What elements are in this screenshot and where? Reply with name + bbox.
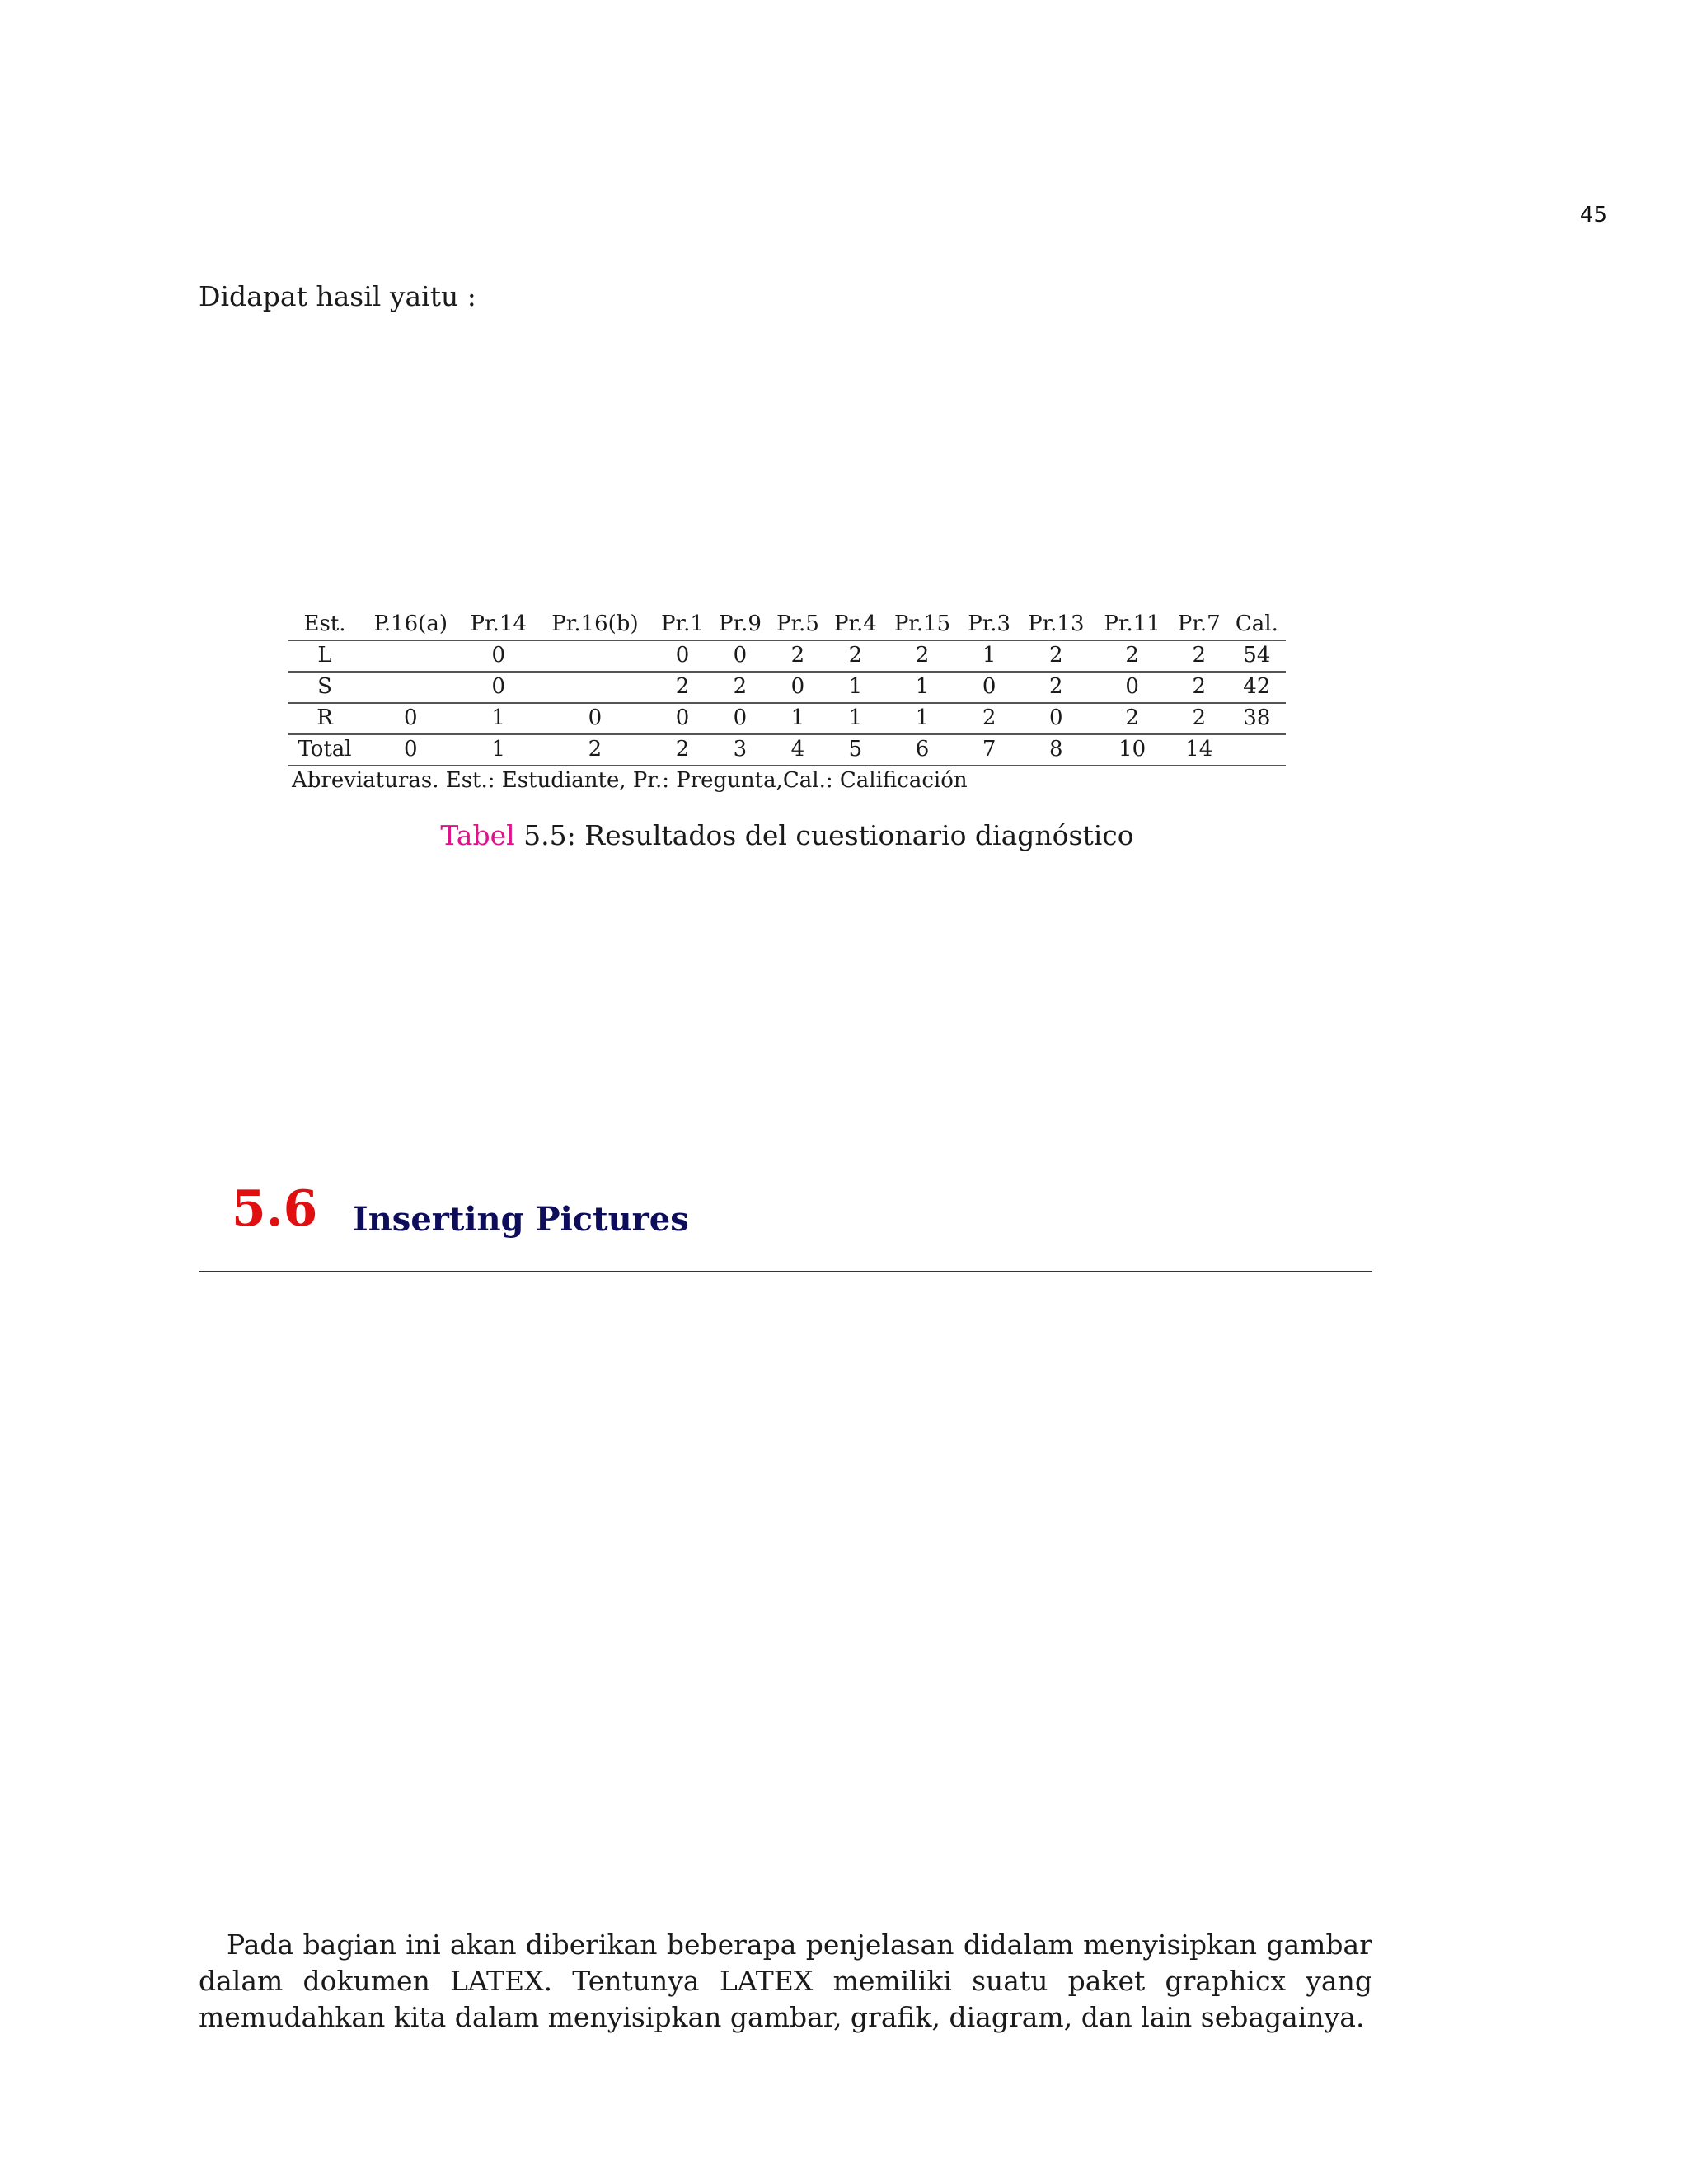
results-table-container xyxy=(288,610,1286,793)
table-cell: 1 xyxy=(915,705,930,730)
table-row xyxy=(288,672,1286,703)
table-cell: 1 xyxy=(848,705,863,730)
table-row xyxy=(288,640,1286,672)
table-cell: 2 xyxy=(790,643,805,668)
table-cell: 2 xyxy=(1125,643,1139,668)
table-cell: 5 xyxy=(848,737,863,762)
table-cell: 38 xyxy=(1243,705,1271,730)
latex-logo: LATEX xyxy=(450,1965,544,1997)
table-cell: 0 xyxy=(790,674,805,699)
table-cell: 2 xyxy=(1192,705,1206,730)
header-cell: Pr.3 xyxy=(968,612,1011,636)
table-cell: 42 xyxy=(1243,674,1271,699)
body-text-part: . Tentunya xyxy=(543,1965,720,1997)
table-cell: Total xyxy=(298,737,352,762)
table-cell: 1 xyxy=(982,643,996,668)
table-cell: 2 xyxy=(1049,643,1063,668)
table-cell: 2 xyxy=(733,674,748,699)
section-heading xyxy=(199,1180,1372,1272)
table-header-row xyxy=(288,610,1286,640)
table-cell: 2 xyxy=(848,643,863,668)
table-caption-text: 5.5: Resultados del cuestionario diagnóstico xyxy=(514,819,1134,851)
table-cell: 0 xyxy=(404,705,418,730)
section-number: 5.6 xyxy=(232,1180,318,1238)
table-cell xyxy=(361,640,461,672)
table-cell: 0 xyxy=(675,705,690,730)
table-cell: 1 xyxy=(915,674,930,699)
table-cell: 3 xyxy=(733,737,748,762)
table-row xyxy=(288,703,1286,734)
header-cell: Pr.15 xyxy=(893,612,951,636)
table-abbreviations-note: Abreviaturas. Est.: Estudiante, Pr.: Pregunta,Cal.: Calificación xyxy=(292,768,968,793)
table-cell: 10 xyxy=(1118,737,1146,762)
table-cell: 0 xyxy=(588,705,603,730)
table-cell: 4 xyxy=(790,737,805,762)
table-cell: 0 xyxy=(733,643,748,668)
body-text-part: memiliki suatu paket graphicx yang memudahkan kita dalam menyisipkan gambar, grafik, diagram, dan lain sebagainya. xyxy=(199,1965,1372,2033)
page-number: 45 xyxy=(1579,203,1607,227)
table-cell: 8 xyxy=(1049,737,1063,762)
table-cell: 1 xyxy=(848,674,863,699)
table-cell: 7 xyxy=(982,737,996,762)
table-cell: 2 xyxy=(1192,643,1206,668)
header-cell: Pr.1 xyxy=(661,612,704,636)
table-cell: 0 xyxy=(1125,674,1139,699)
table-cell: 2 xyxy=(1192,674,1206,699)
header-cell: Pr.16(b) xyxy=(551,612,639,636)
table-cell xyxy=(537,672,654,703)
table-cell: 1 xyxy=(790,705,805,730)
table-cell: R xyxy=(316,705,333,730)
latex-logo: LATEX xyxy=(719,1965,814,1997)
table-cell: 14 xyxy=(1185,737,1213,762)
header-cell: Pr.9 xyxy=(719,612,762,636)
table-cell xyxy=(1228,734,1286,766)
table-cell: 0 xyxy=(491,643,505,668)
header-cell: Pr.5 xyxy=(776,612,819,636)
body-paragraph xyxy=(199,1927,1372,2036)
table-cell: 2 xyxy=(675,674,690,699)
table-cell: 0 xyxy=(733,705,748,730)
table-cell: 2 xyxy=(675,737,690,762)
header-cell: Pr.13 xyxy=(1028,612,1085,636)
results-table xyxy=(288,610,1286,766)
table-cell: 2 xyxy=(1049,674,1063,699)
header-cell: Pr.14 xyxy=(470,612,527,636)
table-cell: 0 xyxy=(982,674,996,699)
table-cell: 1 xyxy=(491,737,505,762)
intro-text: Didapat hasil yaitu : xyxy=(199,280,476,312)
header-cell: P.16(a) xyxy=(373,612,448,636)
table-cell: 6 xyxy=(915,737,930,762)
table-cell: 2 xyxy=(915,643,930,668)
table-cell: L xyxy=(317,643,332,668)
header-cell: Cal. xyxy=(1235,612,1278,636)
header-cell: Pr.7 xyxy=(1177,612,1221,636)
header-cell: Pr.4 xyxy=(833,612,877,636)
table-cell: 0 xyxy=(675,643,690,668)
section-title: Inserting Pictures xyxy=(353,1200,689,1239)
table-cell: 0 xyxy=(404,737,418,762)
table-caption xyxy=(0,819,1574,851)
table-cell: 0 xyxy=(491,674,505,699)
table-cell xyxy=(361,672,461,703)
table-cell: 54 xyxy=(1243,643,1271,668)
table-cell: 2 xyxy=(982,705,996,730)
header-cell: Pr.11 xyxy=(1104,612,1160,636)
table-cell: 0 xyxy=(1049,705,1063,730)
table-cell xyxy=(537,640,654,672)
header-cell: Est. xyxy=(303,612,346,636)
table-cell: 2 xyxy=(588,737,603,762)
table-caption-link[interactable]: Tabel xyxy=(440,819,515,851)
table-cell: S xyxy=(317,674,332,699)
table-cell: 1 xyxy=(491,705,505,730)
table-row-total xyxy=(288,734,1286,766)
body-text-part: Pada bagian ini akan diberikan beberapa penjelasan didalam menyisipkan gambar dalam dokumen xyxy=(199,1929,1372,1997)
table-cell: 2 xyxy=(1125,705,1139,730)
